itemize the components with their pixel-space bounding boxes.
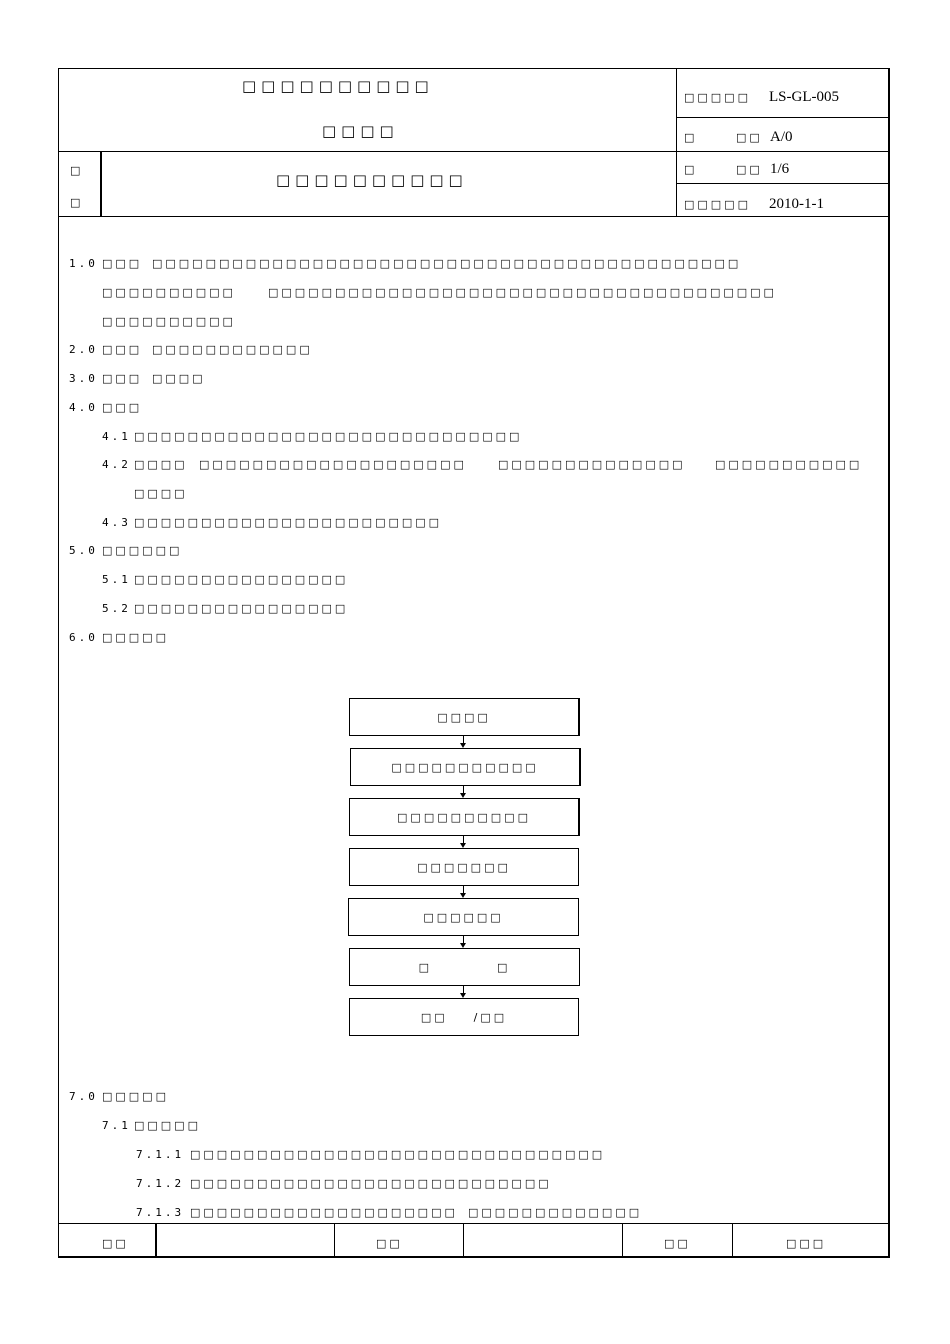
page-value: 1/6: [770, 161, 790, 177]
section-7-1-number: 7.1: [102, 1119, 131, 1132]
section-2-text: □□□□□□□□□□□□: [152, 343, 313, 356]
flow-step-4: □□□□□□□: [349, 848, 579, 886]
page-label-b: □□: [736, 163, 763, 176]
flow-step-3: □□□□□□□□□□: [349, 798, 580, 836]
section-4-1-number: 4.1: [102, 430, 131, 443]
version-label-a: □: [684, 131, 698, 144]
section-5-number: 5.0: [69, 544, 98, 557]
meta-rule-1: [676, 117, 890, 118]
section-1-label: □□□: [102, 257, 143, 270]
flow-step-5: □□□□□□: [348, 898, 579, 936]
company-name: □□□□□□□□□□: [242, 77, 434, 95]
section-1-text-line-3: □□□□□□□□□□: [102, 315, 236, 328]
section-7-1-2-number: 7.1.2: [136, 1177, 185, 1190]
header-rule: [58, 151, 890, 152]
section-3-text: □□□□: [152, 372, 206, 385]
flow-connector: [463, 836, 464, 843]
section-5-label: □□□□□□: [102, 544, 183, 557]
section-6-number: 6.0: [69, 631, 98, 644]
footer-divider-1: [155, 1223, 157, 1258]
flow-step-2: □□□□□□□□□□□: [350, 748, 581, 786]
section-7-1-3-text-a: □□□□□□□□□□□□□□□□□□□□: [190, 1206, 458, 1219]
section-7-number: 7.0: [69, 1090, 98, 1103]
header-bottom-rule: [58, 216, 890, 217]
section-3-label: □□□: [102, 372, 143, 385]
section-7-label: □□□□□: [102, 1090, 169, 1103]
section-4-3-number: 4.3: [102, 516, 131, 529]
footer-divider-5: [732, 1223, 733, 1258]
flow-connector: [463, 936, 464, 943]
side-label-bottom: □: [70, 196, 84, 209]
section-2-number: 2.0: [69, 343, 98, 356]
doc-number-label: □□□□□: [684, 91, 751, 104]
section-7-1-label: □□□□□: [134, 1119, 201, 1132]
section-4-1-text: □□□□□□□□□□□□□□□□□□□□□□□□□□□□□: [134, 430, 523, 443]
section-4-3-text: □□□□□□□□□□□□□□□□□□□□□□□: [134, 516, 443, 529]
section-1-text-line-2a: □□□□□□□□□□: [102, 286, 236, 299]
flow-connector: [463, 736, 464, 743]
page-label-a: □: [684, 163, 698, 176]
document-title: □□□□□□□□□□: [276, 171, 468, 189]
footer-divider-2: [334, 1223, 335, 1258]
flow-step-1: □□□□: [349, 698, 580, 736]
section-4-2-text-a: □□□□□□□□□□□□□□□□□□□□: [199, 458, 467, 471]
section-4-2-label: □□□□: [134, 458, 188, 471]
footer-cell-5: □□: [664, 1237, 691, 1250]
section-4-number: 4.0: [69, 401, 98, 414]
section-1-text-line-1: □□□□□□□□□□□□□□□□□□□□□□□□□□□□□□□□□□□□□□□□□□□□: [152, 257, 742, 270]
footer-divider-4: [622, 1223, 623, 1258]
flow-connector: [463, 786, 464, 793]
section-5-2-number: 5.2: [102, 602, 131, 615]
version-value: A/0: [770, 129, 793, 145]
flow-connector: [463, 886, 464, 893]
section-7-1-1-text: □□□□□□□□□□□□□□□□□□□□□□□□□□□□□□□: [190, 1148, 606, 1161]
section-4-2-text-c: □□□□□□□□□□□: [715, 458, 863, 471]
date-label: □□□□□: [684, 198, 751, 211]
section-1-number: 1.0: [69, 257, 98, 270]
footer-cell-6: □□□: [786, 1237, 827, 1250]
document-frame: [58, 68, 890, 1258]
side-label-top: □: [70, 164, 84, 177]
section-7-1-1-number: 7.1.1: [136, 1148, 185, 1161]
section-7-1-3-text-b: □□□□□□□□□□□□□: [468, 1206, 643, 1219]
section-7-1-3-number: 7.1.3: [136, 1206, 185, 1219]
section-4-label: □□□: [102, 401, 143, 414]
version-label-b: □□: [736, 131, 763, 144]
footer-rule: [58, 1223, 890, 1224]
section-7-1-2-text: □□□□□□□□□□□□□□□□□□□□□□□□□□□: [190, 1177, 552, 1190]
section-3-number: 3.0: [69, 372, 98, 385]
footer-cell-1: □□: [102, 1237, 129, 1250]
flow-step-6: □ □: [349, 948, 580, 986]
section-2-label: □□□: [102, 343, 143, 356]
meta-rule-3: [676, 183, 890, 184]
section-4-2-text-d: □□□□: [134, 487, 188, 500]
doc-number: LS-GL-005: [769, 89, 839, 105]
flow-step-7: □□ /□□: [349, 998, 579, 1036]
side-label-divider: [100, 151, 102, 216]
section-4-2-number: 4.2: [102, 458, 131, 471]
header-right-divider: [676, 68, 677, 216]
footer-divider-3: [463, 1223, 464, 1258]
section-6-label: □□□□□: [102, 631, 169, 644]
section-5-1-text: □□□□□□□□□□□□□□□□: [134, 573, 349, 586]
section-1-text-line-2b: □□□□□□□□□□□□□□□□□□□□□□□□□□□□□□□□□□□□□□: [268, 286, 777, 299]
section-5-1-number: 5.1: [102, 573, 131, 586]
section-4-2-text-b: □□□□□□□□□□□□□□: [498, 458, 686, 471]
effective-date: 2010-1-1: [769, 196, 824, 212]
flow-connector: [463, 986, 464, 993]
doc-type: □□□□: [322, 122, 399, 140]
section-5-2-text: □□□□□□□□□□□□□□□□: [134, 602, 349, 615]
footer-cell-3: □□: [376, 1237, 403, 1250]
